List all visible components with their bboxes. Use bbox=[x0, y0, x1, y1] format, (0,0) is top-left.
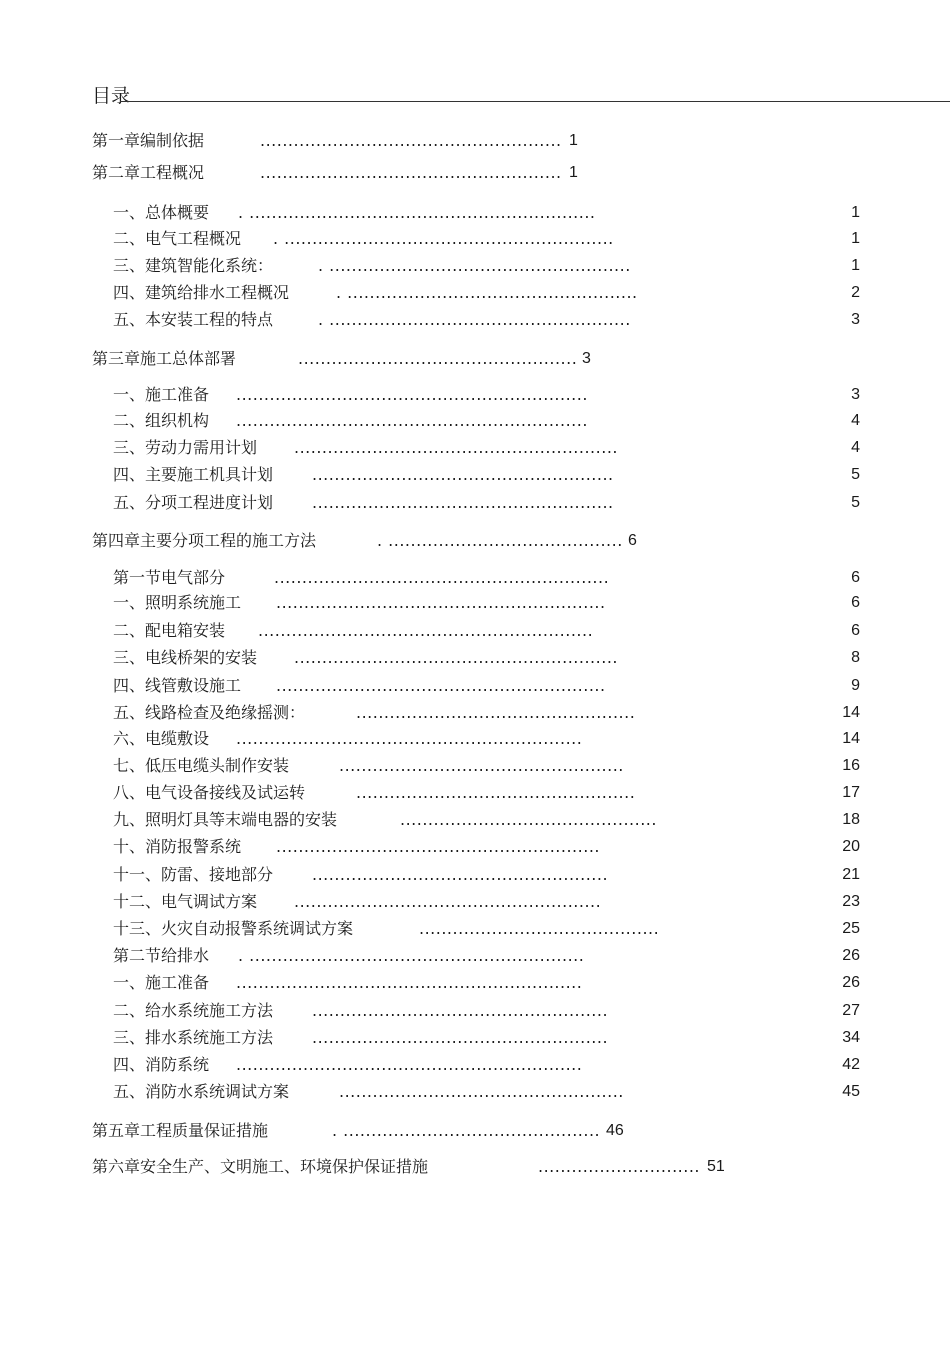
toc-entry-page-number: 1 bbox=[851, 257, 860, 274]
toc-entry-label: 第一节电气部分 bbox=[113, 568, 226, 587]
toc-entry-page-number: 27 bbox=[842, 1002, 860, 1019]
toc-entry-page-number: 26 bbox=[842, 974, 860, 991]
toc-entry-page-number: 25 bbox=[842, 920, 860, 937]
toc-entry-leader: ..................................................... bbox=[312, 865, 609, 884]
toc-entry-label: 二、配电箱安装 bbox=[113, 621, 226, 640]
toc-entry-label: 一、照明系统施工 bbox=[113, 593, 242, 612]
toc-entry-leader: . ...................................................... bbox=[318, 256, 631, 275]
toc-entry[interactable] bbox=[0, 283, 950, 305]
toc-entry[interactable] bbox=[0, 919, 950, 941]
toc-entry-page-number: 8 bbox=[851, 649, 860, 666]
toc-entry-leader: ...................................................... bbox=[312, 493, 614, 512]
toc-entry-label: 第五章工程质量保证措施 bbox=[92, 1121, 269, 1140]
toc-entry-page-number: 2 bbox=[851, 284, 860, 301]
toc-entry[interactable] bbox=[0, 865, 950, 887]
toc-entry-leader: .............................................. bbox=[400, 810, 657, 829]
toc-entry-page-number: 45 bbox=[842, 1083, 860, 1100]
toc-entry[interactable] bbox=[0, 1001, 950, 1023]
toc-entry-leader: .............................................................. bbox=[236, 1055, 583, 1074]
toc-entry-label: 九、照明灯具等末端电器的安装 bbox=[113, 810, 338, 829]
toc-entry-label: 三、建筑智能化系统： bbox=[113, 256, 274, 275]
toc-entry-leader: ....................................................... bbox=[294, 892, 602, 911]
toc-entry[interactable] bbox=[0, 163, 950, 185]
toc-entry[interactable] bbox=[0, 131, 950, 153]
toc-entry-leader: ............................................................ bbox=[258, 621, 594, 640]
toc-entry-page-number: 14 bbox=[842, 730, 860, 747]
toc-entry[interactable] bbox=[0, 1055, 950, 1077]
toc-entry[interactable] bbox=[0, 729, 950, 751]
toc-entry[interactable] bbox=[0, 568, 950, 590]
toc-entry-page-number: 5 bbox=[851, 494, 860, 511]
toc-entry-leader: ................................................... bbox=[339, 1082, 624, 1101]
toc-entry-label: 第六章安全生产、文明施工、环境保护保证措施 bbox=[92, 1157, 429, 1176]
toc-entry-leader: . ...................................................... bbox=[318, 310, 631, 329]
toc-entry-label: 第二节给排水 bbox=[113, 946, 210, 965]
toc-entry-label: 第二章工程概况 bbox=[92, 163, 205, 182]
toc-entry-page-number: 6 bbox=[851, 569, 860, 586]
toc-entry-leader: ............................. bbox=[538, 1157, 700, 1176]
toc-entry-leader: ............................................................... bbox=[236, 385, 588, 404]
toc-entry-label: 四、建筑给排水工程概况 bbox=[113, 283, 290, 302]
toc-entry-leader: . .......................................... bbox=[377, 531, 623, 550]
toc-entry[interactable] bbox=[0, 1082, 950, 1104]
toc-entry[interactable] bbox=[0, 531, 950, 553]
toc-entry-page-number: 6 bbox=[851, 622, 860, 639]
toc-entry-leader: .......................................................... bbox=[276, 837, 600, 856]
toc-entry-leader: ...................................................... bbox=[260, 131, 562, 150]
toc-entry-page-number: 23 bbox=[842, 893, 860, 910]
toc-entry-leader: ........................................... bbox=[419, 919, 660, 938]
toc-entry-label: 三、劳动力需用计划 bbox=[113, 438, 258, 457]
toc-entry-label: 二、组织机构 bbox=[113, 411, 210, 430]
toc-entry-page-number: 26 bbox=[842, 947, 860, 964]
toc-entry[interactable] bbox=[0, 411, 950, 433]
toc-entry-label: 六、电缆敷设 bbox=[113, 729, 210, 748]
toc-entry-page-number: 21 bbox=[842, 866, 860, 883]
toc-entry[interactable] bbox=[0, 438, 950, 460]
toc-entry-label: 五、本安装工程的特点 bbox=[113, 310, 274, 329]
toc-entry-leader: ........................................................... bbox=[276, 676, 606, 695]
toc-entry[interactable] bbox=[0, 310, 950, 332]
toc-entry[interactable] bbox=[0, 973, 950, 995]
toc-entry[interactable] bbox=[0, 756, 950, 778]
toc-entry-leader: . .................................................... bbox=[336, 283, 638, 302]
toc-entry-leader: .............................................................. bbox=[236, 973, 583, 992]
toc-entry[interactable] bbox=[0, 1157, 950, 1179]
toc-entry[interactable] bbox=[0, 837, 950, 859]
toc-entry-page-number: 4 bbox=[851, 412, 860, 429]
toc-entry[interactable] bbox=[0, 621, 950, 643]
toc-entry-label: 十三、火灾自动报警系统调试方案 bbox=[113, 919, 354, 938]
toc-entry[interactable] bbox=[0, 1121, 950, 1143]
toc-entry-page-number: 18 bbox=[842, 811, 860, 828]
toc-entry-leader: ............................................................... bbox=[236, 411, 588, 430]
toc-entry-label: 一、总体概要 bbox=[113, 203, 210, 222]
toc-entry[interactable] bbox=[0, 1028, 950, 1050]
toc-entry-page-number: 16 bbox=[842, 757, 860, 774]
toc-entry[interactable] bbox=[0, 703, 950, 725]
toc-entry-label: 第一章编制依据 bbox=[92, 131, 205, 150]
toc-entry[interactable] bbox=[0, 256, 950, 278]
toc-entry-label: 五、分项工程进度计划 bbox=[113, 493, 274, 512]
toc-entry-page-number: 51 bbox=[707, 1158, 725, 1175]
toc-entry[interactable] bbox=[0, 810, 950, 832]
toc-entry-label: 三、电线桥架的安装 bbox=[113, 648, 258, 667]
toc-entry[interactable] bbox=[0, 946, 950, 968]
toc-entry[interactable] bbox=[0, 783, 950, 805]
toc-entry[interactable] bbox=[0, 892, 950, 914]
toc-entry-label: 十、消防报警系统 bbox=[113, 837, 242, 856]
toc-entry-leader: . .............................................. bbox=[332, 1121, 601, 1140]
toc-entry[interactable] bbox=[0, 648, 950, 670]
toc-entry-label: 一、施工准备 bbox=[113, 385, 210, 404]
page-title: 目录 bbox=[92, 85, 131, 107]
toc-entry-page-number: 34 bbox=[842, 1029, 860, 1046]
toc-entry-page-number: 9 bbox=[851, 677, 860, 694]
toc-entry-page-number: 6 bbox=[628, 532, 637, 549]
toc-entry-page-number: 6 bbox=[851, 594, 860, 611]
toc-entry[interactable] bbox=[0, 385, 950, 407]
toc-entry-leader: .................................................. bbox=[356, 703, 636, 722]
toc-entry[interactable] bbox=[0, 349, 950, 371]
toc-entry-label: 七、低压电缆头制作安装 bbox=[113, 756, 290, 775]
toc-entry-page-number: 4 bbox=[851, 439, 860, 456]
toc-entry-page-number: 17 bbox=[842, 784, 860, 801]
toc-entry-page-number: 5 bbox=[851, 466, 860, 483]
toc-entry-label: 五、消防水系统调试方案 bbox=[113, 1082, 290, 1101]
toc-entry-page-number: 3 bbox=[851, 311, 860, 328]
toc-entry-label: 十二、电气调试方案 bbox=[113, 892, 258, 911]
toc-entry-label: 四、主要施工机具计划 bbox=[113, 465, 274, 484]
toc-entry-page-number: 14 bbox=[842, 704, 860, 721]
toc-entry-leader: ..................................................... bbox=[312, 1028, 609, 1047]
toc-entry[interactable] bbox=[0, 493, 950, 515]
toc-entry-label: 五、线路检查及绝缘摇测： bbox=[113, 703, 306, 722]
toc-entry-label: 一、施工准备 bbox=[113, 973, 210, 992]
toc-entry-leader: ........................................................... bbox=[276, 593, 606, 612]
toc-entry-leader: .................................................. bbox=[298, 349, 578, 368]
title-underline bbox=[120, 101, 950, 102]
toc-entry[interactable] bbox=[0, 465, 950, 487]
toc-entry[interactable] bbox=[0, 593, 950, 615]
toc-entry-page-number: 1 bbox=[569, 132, 578, 149]
toc-entry-page-number: 42 bbox=[842, 1056, 860, 1073]
toc-entry-page-number: 3 bbox=[851, 386, 860, 403]
toc-entry-page-number: 1 bbox=[851, 230, 860, 247]
toc-entry-page-number: 1 bbox=[569, 164, 578, 181]
toc-entry[interactable] bbox=[0, 676, 950, 698]
toc-entry-leader: .......................................................... bbox=[294, 438, 618, 457]
toc-entry-leader: ..................................................... bbox=[312, 1001, 609, 1020]
toc-entry-label: 第三章施工总体部署 bbox=[92, 349, 237, 368]
toc-entry-leader: . ........................................................... bbox=[273, 229, 614, 248]
toc-entry[interactable] bbox=[0, 203, 950, 225]
toc-entry-leader: ................................................... bbox=[339, 756, 624, 775]
toc-entry-label: 三、排水系统施工方法 bbox=[113, 1028, 274, 1047]
toc-entry-label: 二、电气工程概况 bbox=[113, 229, 242, 248]
toc-entry-label: 十一、防雷、接地部分 bbox=[113, 865, 274, 884]
toc-entry-leader: ...................................................... bbox=[312, 465, 614, 484]
toc-entry-page-number: 20 bbox=[842, 838, 860, 855]
toc-entry-page-number: 3 bbox=[582, 350, 591, 367]
toc-entry-leader: .................................................. bbox=[356, 783, 636, 802]
toc-entry-label: 第四章主要分项工程的施工方法 bbox=[92, 531, 317, 550]
toc-entry-leader: . .............................................................. bbox=[238, 203, 596, 222]
toc-entry-leader: .............................................................. bbox=[236, 729, 583, 748]
toc-entry-leader: ...................................................... bbox=[260, 163, 562, 182]
toc-entry-label: 二、给水系统施工方法 bbox=[113, 1001, 274, 1020]
toc-entry-page-number: 1 bbox=[851, 204, 860, 221]
toc-entry-label: 四、线管敷设施工 bbox=[113, 676, 242, 695]
toc-entry-label: 四、消防系统 bbox=[113, 1055, 210, 1074]
toc-entry[interactable] bbox=[0, 229, 950, 251]
toc-entry-leader: ............................................................ bbox=[274, 568, 610, 587]
toc-entry-page-number: 46 bbox=[606, 1122, 624, 1139]
toc-entry-leader: . ............................................................ bbox=[238, 946, 585, 965]
toc-entry-leader: .......................................................... bbox=[294, 648, 618, 667]
toc-entry-label: 八、电气设备接线及试运转 bbox=[113, 783, 306, 802]
